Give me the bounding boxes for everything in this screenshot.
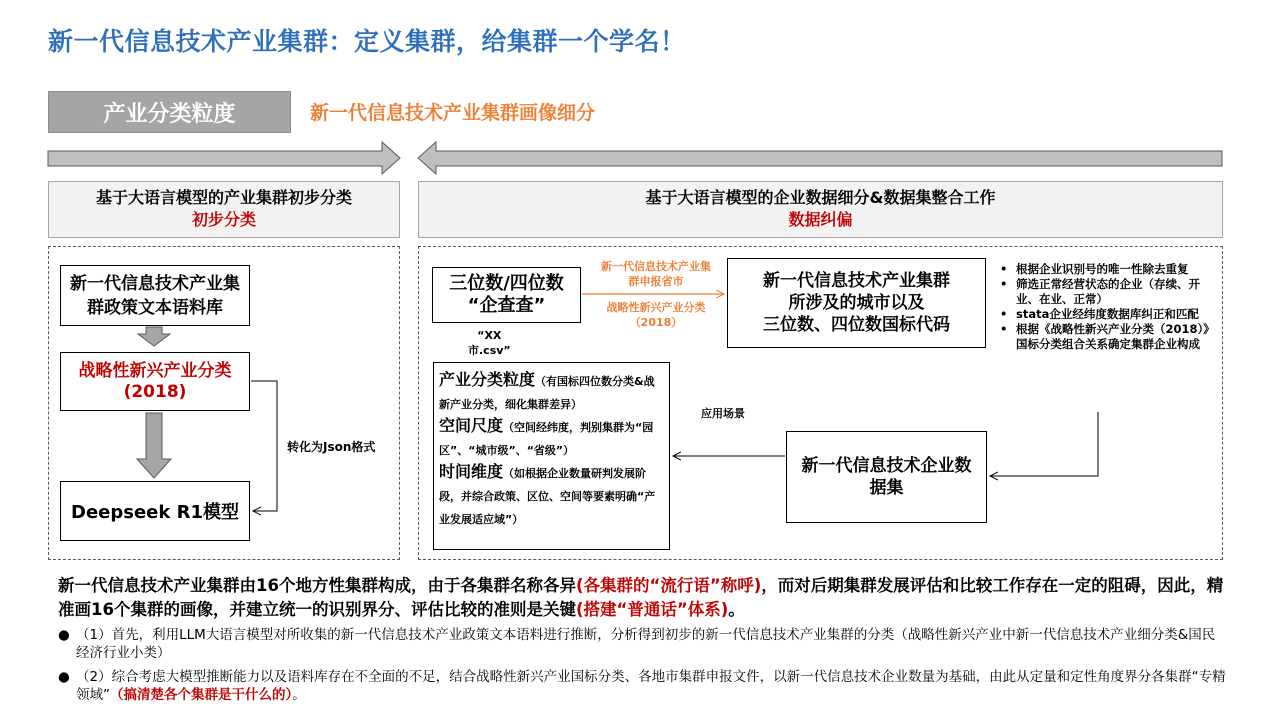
summary-red2: (搭建“普通话”体系) xyxy=(575,600,729,619)
json-format-label: 转化为Json格式 xyxy=(287,440,376,454)
point-text: （2）综合考虑大模型推断能力以及语料库存在不全面的不足，结合战略性新兴产业国标分类、各地市集群申报文件，以新一代信息技术企业数量为基础，由此从定量和定性角度界分各集群“专精领域” xyxy=(76,669,1226,703)
bullets-to-dataset-line xyxy=(990,412,1098,476)
down-block-arrow-small xyxy=(138,327,170,346)
point-item xyxy=(58,626,1228,662)
arrow-label-bottom: 战略性新兴产业分类（2018） xyxy=(606,301,706,329)
classification-box-label: 战略性新兴产业分类 xyxy=(78,360,232,381)
cleaning-step: • 根据《战略性新兴产业分类（2018）》国标分类组合关系确定集群企业构成 xyxy=(1000,322,1210,352)
right-panel-title: 基于大语言模型的企业数据细分&数据集整合工作 xyxy=(645,188,996,207)
corpus-box-label: 新一代信息技术产业集群政策文本语料库 xyxy=(70,273,240,318)
temporal-heading: 时间维度 xyxy=(439,462,504,481)
application-scene-label: 应用场景 xyxy=(701,407,745,420)
csv-file-label-line1: “XX xyxy=(477,329,502,342)
city-code-box-line1: 新一代信息技术产业集群 xyxy=(763,271,950,291)
bullet-dot-icon: ● xyxy=(58,669,70,685)
point-item xyxy=(58,668,1228,704)
category-tag: 产业分类粒度 xyxy=(48,91,291,133)
cleaning-step: • stata企业经纬度数据库纠正和匹配 xyxy=(1000,307,1210,322)
point-text: （1）首先，利用LLM大语言模型对所收集的新一代信息技术产业政策文本语料进行推断，分析得到初步的新一代信息技术产业集群的分类（战略性新兴产业中新一代信息技术产业细分类&国民经济行业小类） xyxy=(76,627,1216,661)
qichacha-box-line2: “企查查” xyxy=(467,295,546,316)
csv-file-label-line2: 市.csv” xyxy=(468,344,511,357)
deepseek-box-label: Deepseek R1模型 xyxy=(71,502,239,523)
down-block-arrow-large xyxy=(137,413,171,478)
enterprise-dataset-label: 新一代信息技术企业数据集 xyxy=(801,456,972,498)
left-panel-subtitle: 初步分类 xyxy=(191,210,256,229)
cleaning-step: • 筛选正常经营状态的企业（存续、开业、在业、正常） xyxy=(1000,277,1210,307)
category-subtitle: 新一代信息技术产业集群画像细分 xyxy=(310,102,596,124)
summary-part1: 新一代信息技术产业集群由16个地方性集群构成，由于各集群名称各异 xyxy=(58,576,576,595)
granularity-heading: 产业分类粒度 xyxy=(439,370,536,389)
summary-text xyxy=(58,574,1228,622)
point-highlight: （搞清楚各个集群是干什么的） xyxy=(110,687,293,703)
city-code-box-line2: 所涉及的城市以及 xyxy=(788,293,925,313)
json-loop-line xyxy=(251,381,277,511)
spatial-heading: 空间尺度 xyxy=(439,416,504,435)
summary-red1: (各集群的“流行语”称呼) xyxy=(575,576,762,595)
point-end: 。 xyxy=(292,687,306,703)
right-panel-subtitle: 数据纠偏 xyxy=(788,210,853,229)
spatial-note: （空间经纬度，判别集群为“园区”、“城市级”、“省级”） xyxy=(439,421,654,457)
arrow-label-top: 新一代信息技术产业集群申报省市 xyxy=(601,260,711,288)
qichacha-box-line1: 三位数/四位数 xyxy=(449,273,564,294)
cleaning-step: • 根据企业识别号的唯一性除去重复 xyxy=(1000,262,1210,277)
city-code-box-line3: 三位数、四位数国标代码 xyxy=(763,315,950,335)
classification-box-year: (2018) xyxy=(123,381,187,402)
summary-end: 。 xyxy=(728,600,745,619)
bullet-dot-icon: ● xyxy=(58,627,70,643)
temporal-note: （如根据企业数量研判发展阶段，并综合政策、区位、空间等要素明确“产业发展适应域”） xyxy=(439,467,656,526)
granularity-note: （有国标四位数分类&战新产业分类，细化集群差异） xyxy=(439,375,655,411)
left-panel-title: 基于大语言模型的产业集群初步分类 xyxy=(95,188,352,207)
page-title: 新一代信息技术产业集群：定义集群，给集群一个学名！ xyxy=(48,27,686,56)
summary-part2: ，而对后期集群发展评估和比较工作存在一定的阻碍，因此，精准画16个集群的画像，并建立统一的识别界分、评估比较的准则是关键 xyxy=(58,576,1224,619)
